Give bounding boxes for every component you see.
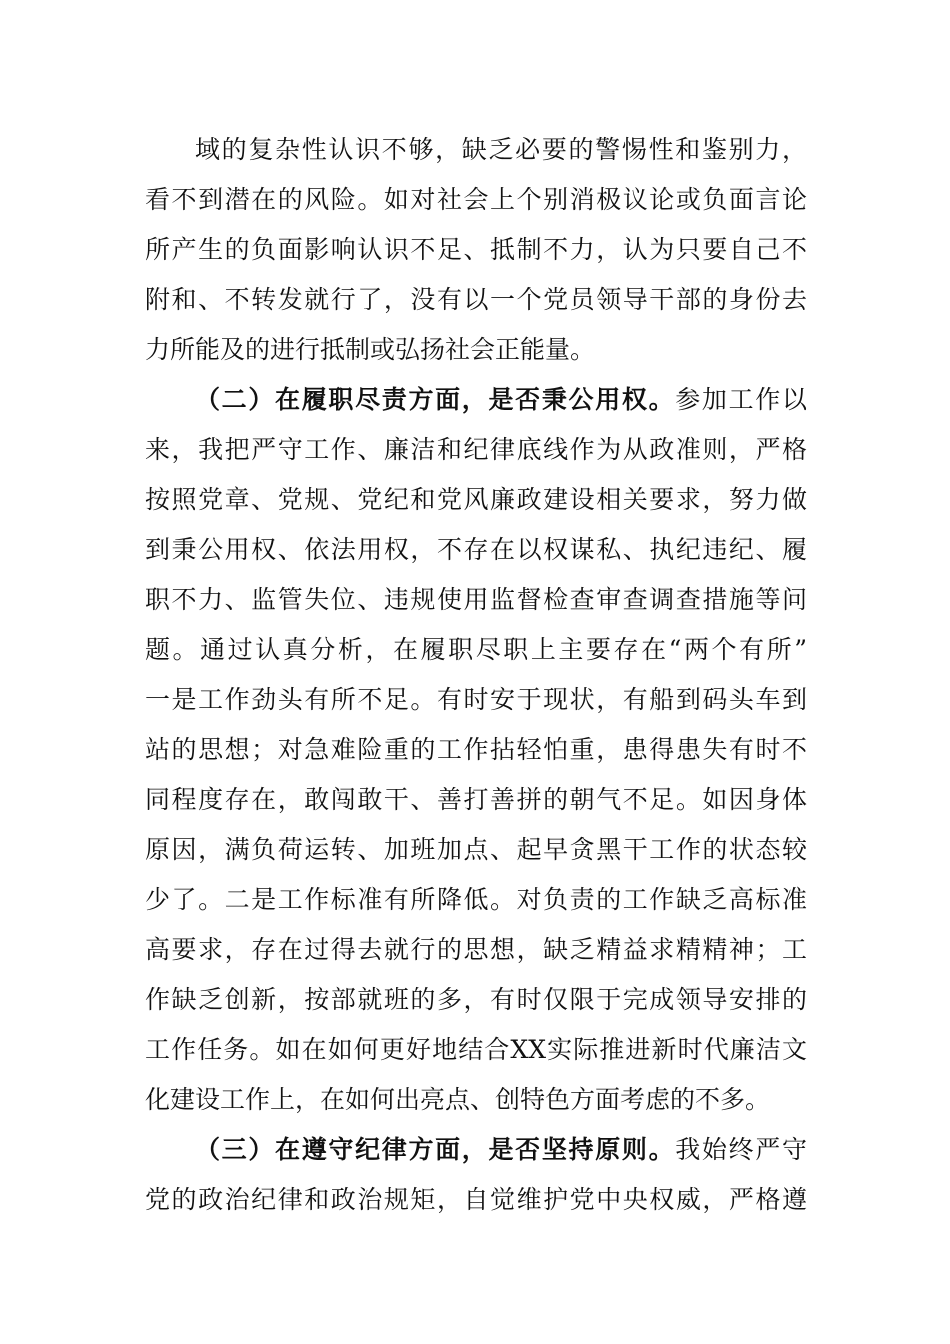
section-heading: （三）在遵守纪律方面，是否坚持原则。 — [195, 1135, 676, 1164]
paragraph-line: 同程度存在，敢闯敢干、善打善拼的朝气不足。如因身体 — [145, 785, 807, 814]
paragraph-line: 看不到潜在的风险。如对社会上个别消极议论或负面言论 — [145, 185, 807, 214]
paragraph-3 — [145, 1125, 807, 1225]
paragraph-line: 少了。二是工作标准有所降低。对负责的工作缺乏高标准 — [145, 885, 807, 914]
heading-trailing-text: 我始终严守 — [675, 1135, 807, 1164]
paragraph-line: 工作任务。如在如何更好地结合XX实际推进新时代廉洁文 — [145, 1035, 807, 1064]
paragraph-line: 到秉公用权、依法用权，不存在以权谋私、执纪违纪、履 — [145, 535, 807, 564]
paragraph-line: 力所能及的进行抵制或弘扬社会正能量。 — [145, 335, 596, 364]
heading-trailing-text: 参加工作以 — [675, 385, 807, 414]
document-body — [145, 125, 807, 1225]
paragraph-line: 站的思想；对急难险重的工作拈轻怕重，患得患失有时不 — [145, 735, 807, 764]
paragraph-line: 高要求，存在过得去就行的思想，缺乏精益求精精神；工 — [145, 935, 807, 964]
paragraph-first-line — [145, 1125, 807, 1175]
paragraph-line: 化建设工作上，在如何出亮点、创特色方面考虑的不多。 — [145, 1085, 771, 1114]
paragraph-line: 党的政治纪律和政治规矩，自觉维护党中央权威，严格遵 — [145, 1185, 807, 1214]
paragraph-line: 职不力、监管失位、违规使用监督检查审查调查措施等问 — [145, 585, 807, 614]
paragraph-line: 按照党章、党规、党纪和党风廉政建设相关要求，努力做 — [145, 485, 807, 514]
paragraph-line: 域的复杂性认识不够，缺乏必要的警惕性和鉴别力， — [195, 135, 807, 164]
paragraph-1 — [145, 125, 807, 375]
paragraph-2 — [145, 375, 807, 1125]
paragraph-first-line — [145, 375, 807, 425]
paragraph-line: 来，我把严守工作、廉洁和纪律底线作为从政准则，严格 — [145, 435, 807, 464]
paragraph-line: 所产生的负面影响认识不足、抵制不力，认为只要自己不 — [145, 235, 807, 264]
section-heading: （二）在履职尽责方面，是否秉公用权。 — [195, 385, 676, 414]
paragraph-line: 附和、不转发就行了，没有以一个党员领导干部的身份去 — [145, 285, 807, 314]
paragraph-line: 一是工作劲头有所不足。有时安于现状，有船到码头车到 — [145, 685, 807, 714]
paragraph-line: 作缺乏创新，按部就班的多，有时仅限于完成领导安排的 — [145, 985, 807, 1014]
paragraph-line: 原因，满负荷运转、加班加点、起早贪黑干工作的状态较 — [145, 835, 807, 864]
paragraph-line: 题。通过认真分析，在履职尽职上主要存在“两个有所” — [145, 635, 807, 664]
